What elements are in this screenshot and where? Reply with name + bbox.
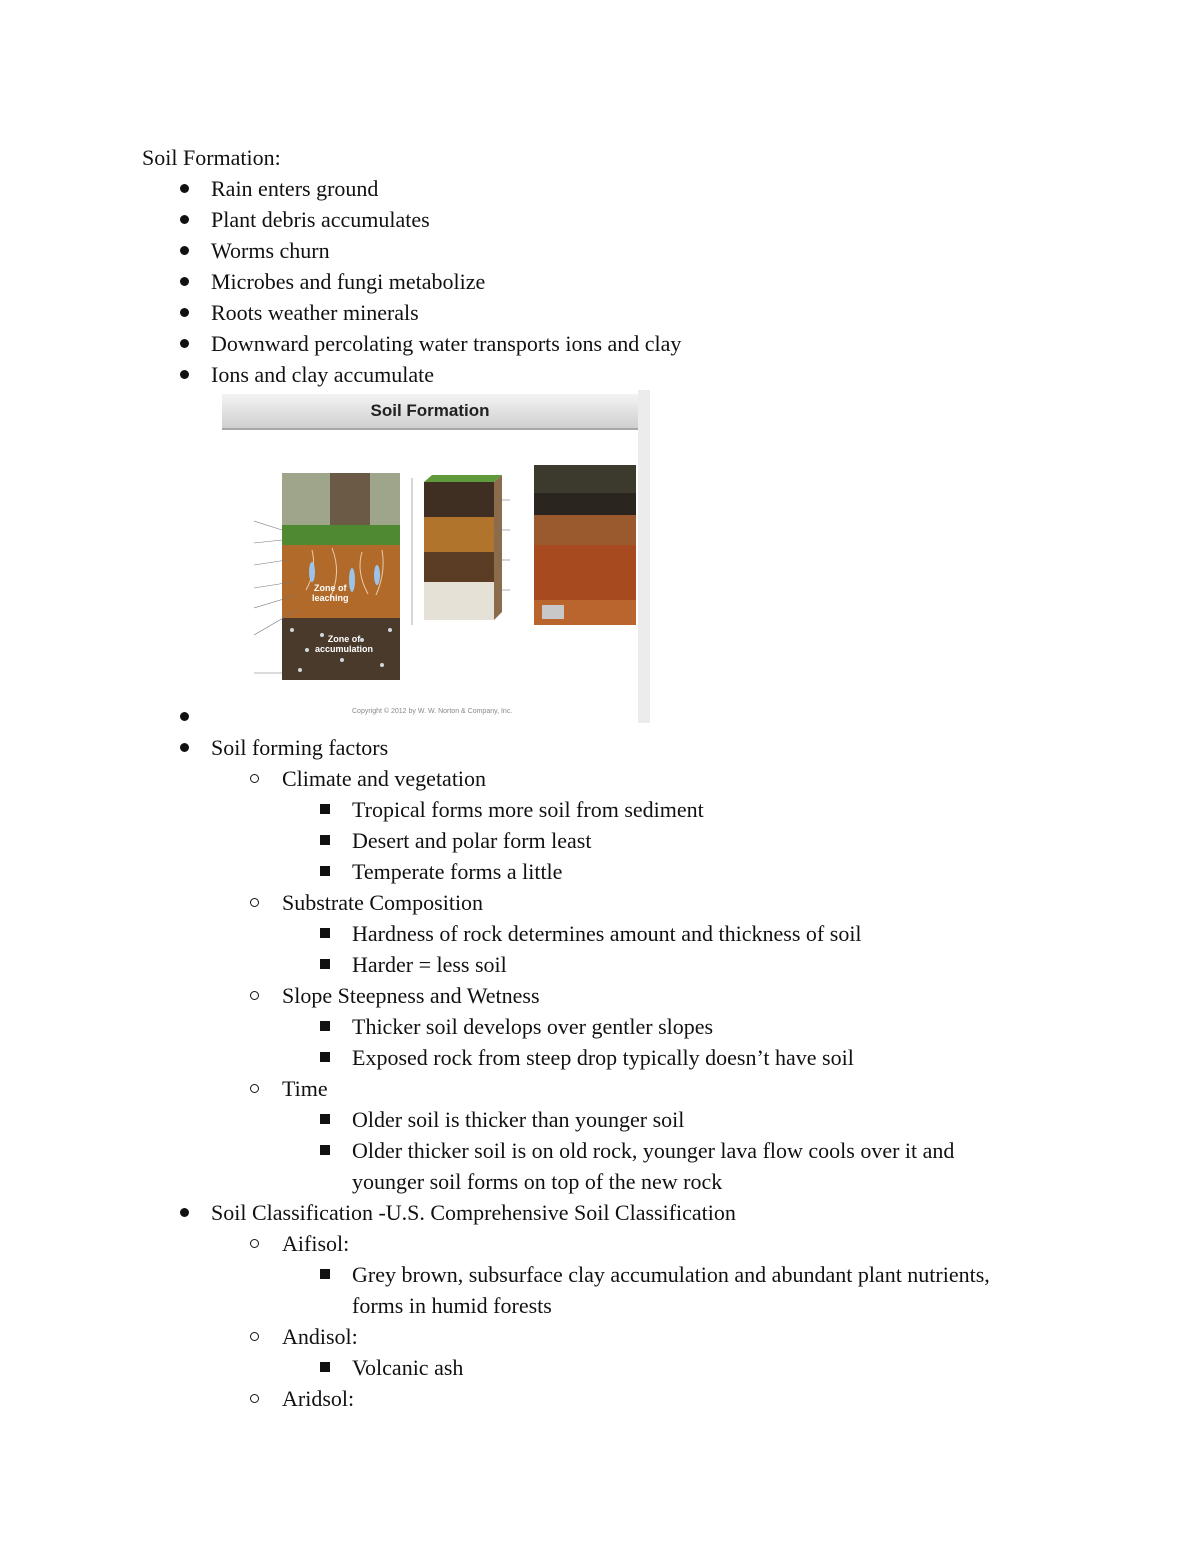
list-item: Harder = less soil	[352, 952, 507, 977]
zone-leaching-label	[312, 583, 349, 603]
figure-banner: Soil Formation	[222, 394, 638, 430]
bullet-square-icon	[320, 959, 330, 969]
bullet-disc-icon	[180, 712, 189, 721]
bullet-square-icon	[320, 1052, 330, 1062]
bullet-disc-icon	[180, 277, 189, 286]
bullet-disc-icon	[180, 1208, 189, 1217]
bullet-disc-icon	[180, 339, 189, 348]
list-item: Volcanic ash	[352, 1355, 464, 1380]
list-item-continuation: younger soil forms on top of the new rock	[352, 1169, 723, 1194]
zone-leaching-line1: Zone of	[314, 583, 347, 593]
list-item: Climate and vegetation	[282, 766, 487, 791]
list-item: Aridsol:	[282, 1386, 355, 1411]
list-item: Worms churn	[211, 238, 330, 263]
bullet-square-icon	[320, 835, 330, 845]
zone-accum-line1: Zone of	[327, 634, 361, 644]
list-item: Microbes and fungi metabolize	[211, 269, 486, 294]
list-item: Time	[282, 1076, 328, 1101]
list-item: Hardness of rock determines amount and thickness of soil	[352, 921, 862, 946]
zone-leaching-line2: leaching	[312, 593, 349, 603]
bullet-disc-icon	[180, 184, 189, 193]
bullet-square-icon	[320, 1145, 330, 1155]
list-item: Soil Classification -U.S. Comprehensive Soil Classification	[211, 1200, 736, 1225]
bullet-disc-icon	[180, 215, 189, 224]
bullet-circle-icon	[250, 1239, 259, 1248]
list-item: Tropical forms more soil from sediment	[352, 797, 704, 822]
list-item: Older soil is thicker than younger soil	[352, 1107, 685, 1132]
list-item: Andisol:	[282, 1324, 358, 1349]
page-title: Soil Formation:	[142, 145, 281, 170]
soil-formation-figure	[212, 390, 650, 723]
list-item: Grey brown, subsurface clay accumulation and abundant plant nutrients,	[352, 1262, 990, 1287]
bullet-disc-icon	[180, 246, 189, 255]
list-item: Ions and clay accumulate	[211, 362, 434, 387]
list-item: Roots weather minerals	[211, 300, 419, 325]
list-item: Downward percolating water transports ions and clay	[211, 331, 682, 356]
bullet-circle-icon	[250, 898, 259, 907]
list-item: Slope Steepness and Wetness	[282, 983, 540, 1008]
list-item: Aifisol:	[282, 1231, 350, 1256]
bullet-circle-icon	[250, 1394, 259, 1403]
bullet-square-icon	[320, 1362, 330, 1372]
list-item: Thicker soil develops over gentler slopes	[352, 1014, 714, 1039]
soil-profile-illustration	[212, 390, 650, 723]
bullet-disc-icon	[180, 743, 189, 752]
list-item: Temperate forms a little	[352, 859, 563, 884]
list-item: Older thicker soil is on old rock, younger lava flow cools over it and	[352, 1138, 955, 1163]
list-item: Substrate Composition	[282, 890, 484, 915]
list-item: Soil forming factors	[211, 735, 389, 760]
list-item-continuation: forms in humid forests	[352, 1293, 552, 1318]
bullet-square-icon	[320, 1114, 330, 1124]
bullet-square-icon	[320, 1021, 330, 1031]
bullet-circle-icon	[250, 774, 259, 783]
bullet-square-icon	[320, 804, 330, 814]
bullet-square-icon	[320, 928, 330, 938]
bullet-square-icon	[320, 866, 330, 876]
list-item: Rain enters ground	[211, 176, 379, 201]
zone-accumulation-label	[315, 634, 373, 654]
bullet-disc-icon	[180, 370, 189, 379]
bullet-circle-icon	[250, 1332, 259, 1341]
bullet-circle-icon	[250, 991, 259, 1000]
bullet-disc-icon	[180, 308, 189, 317]
figure-copyright: Copyright © 2012 by W. W. Norton & Company, Inc.	[352, 708, 513, 715]
list-item: Desert and polar form least	[352, 828, 592, 853]
zone-accum-line2: accumulation	[315, 644, 374, 654]
list-item: Plant debris accumulates	[211, 207, 430, 232]
bullet-square-icon	[320, 1269, 330, 1279]
list-item: Exposed rock from steep drop typically doesn’t have soil	[352, 1045, 854, 1070]
bullet-circle-icon	[250, 1084, 259, 1093]
